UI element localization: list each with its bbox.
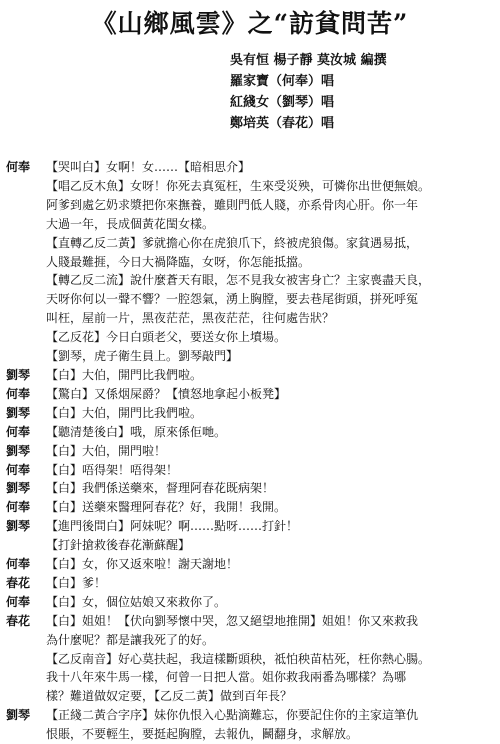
- script-line: [6, 177, 494, 196]
- script-line: [6, 706, 494, 725]
- script-line: [6, 158, 494, 177]
- line-text: 【白】大伯，開門比我們啦。: [46, 367, 203, 382]
- script-line: [6, 253, 494, 272]
- line-text: 【白】爹！: [46, 575, 107, 590]
- speaker-label: [6, 631, 46, 650]
- speaker-label: 何奉: [6, 424, 31, 439]
- script-line: [6, 517, 494, 536]
- script-line: [6, 442, 494, 461]
- line-text: 【正綫二黃合字序】妹你仇恨入心點滴難忘，你要記住你的主家這筆仇: [46, 708, 419, 723]
- speaker-label: [6, 650, 46, 669]
- line-text: 【驚白】又係烟屎爵？【憤怒地拿起小板凳】: [46, 386, 287, 401]
- script-line: [6, 215, 494, 234]
- speaker-label: 春花: [6, 575, 31, 590]
- script-line: [6, 404, 494, 423]
- script-line: [6, 290, 494, 309]
- speaker-label: [6, 347, 46, 366]
- speaker-label: 何奉: [6, 386, 31, 401]
- script-line: [6, 536, 494, 555]
- speaker-label: 何奉: [6, 500, 31, 515]
- script-line: [6, 593, 494, 612]
- speaker-label: [6, 271, 46, 290]
- line-text: 【白】女，你又返來啦！謝天謝地！: [46, 557, 239, 572]
- line-text: 【乙反花】今日白頭老父，要送女你上墳場。: [46, 330, 287, 345]
- line-text: 天呀你何以一聲不響？一腔怨氣，湧上胸膛，要去巷尾街頭，拼死呼冤: [46, 292, 419, 307]
- script-line: [6, 309, 494, 328]
- script-line: [6, 271, 494, 290]
- line-text: 【打針搶救後春花漸蘇醒】: [46, 538, 191, 553]
- line-text: 恨賬，不要輕生，要挺起胸膛，去報仇，鬭翻身，求解放。: [46, 727, 359, 742]
- line-text: 我十八年來牛馬一樣，何曾一日把人當。姐你救我兩番為哪樣？為哪: [46, 670, 407, 685]
- script-line: [6, 555, 494, 574]
- speaker-label: [6, 177, 46, 196]
- script-line: [6, 347, 494, 366]
- line-text: 【白】送藥來醫理阿春花？好，我開！我開。: [46, 500, 287, 515]
- script-line: [6, 461, 494, 480]
- line-text: 【聽清楚後白】哦，原來係佢哋。: [46, 424, 227, 439]
- speaker-label: [6, 309, 46, 328]
- page-title: 《山鄉風雲》之“訪貧問苦”: [91, 9, 409, 38]
- script-line: [6, 385, 494, 404]
- script-line: [6, 328, 494, 347]
- line-text: 人賤最難捱，今日大禍降臨，女呀，你怎能抵擋。: [46, 254, 311, 269]
- speaker-label: [6, 196, 46, 215]
- credits: [230, 50, 490, 134]
- speaker-label: 劉琴: [6, 367, 31, 382]
- line-text: 【哭叫白】女啊！女……【暗相思介】: [46, 160, 251, 174]
- script-line: [6, 366, 494, 385]
- line-text: 【乙反南音】好心莫扶起，我這樣斷頭秧，祗怕秧苗枯死，枉你熱心腸。: [46, 651, 431, 666]
- speaker-label: 何奉: [6, 557, 31, 572]
- script-line: [6, 631, 494, 650]
- line-text: 【白】大伯，開門啦！: [46, 443, 167, 458]
- line-text: 為什麼呢？都是讓我死了的好。: [46, 632, 215, 647]
- speaker-label: [6, 328, 46, 347]
- script-line: [6, 725, 494, 744]
- line-text: 【白】女，個位姑娘又來救你了。: [46, 594, 227, 609]
- line-text: 阿爹到處乞奶求漿把你來撫養，雖則門低人賤，亦系骨肉心肝。你一年: [46, 197, 419, 212]
- script-line: [6, 234, 494, 253]
- line-text: 【轉乙反二流】說什麼蒼天有眼，怎不見我女被害身亡？主家喪盡天良，: [46, 273, 431, 288]
- speaker-label: [6, 536, 46, 555]
- line-text: 【白】大伯，開門比我們啦。: [46, 405, 203, 420]
- speaker-label: [6, 253, 46, 272]
- speaker-label: 劉琴: [6, 481, 31, 496]
- line-text: 【白】姐姐！【伏向劉琴懷中哭，忽又絕望地推開】姐姐！你又來救我: [46, 613, 419, 628]
- speaker-label: 何奉: [6, 594, 31, 609]
- speaker-label: [6, 290, 46, 309]
- credit-singer: 紅綫女（劉琴）唱: [230, 95, 335, 110]
- speaker-label: 何奉: [6, 462, 31, 477]
- script-body: [6, 158, 494, 744]
- line-text: 樣？難道做奴定要，【乙反二黃】做到百年長？: [46, 689, 293, 704]
- speaker-label: [6, 725, 46, 744]
- speaker-label: 何奉: [6, 160, 31, 174]
- script-line: [6, 574, 494, 593]
- credit-singer: 羅家寶（何奉）唱: [230, 74, 335, 89]
- credit-singer: 鄭培英（春花）唱: [230, 116, 335, 131]
- line-text: 叫枉，屋前一片，黑夜茫茫，黑夜茫茫，往何處告狀？: [46, 311, 335, 326]
- script-line: [6, 687, 494, 706]
- script-line: [6, 479, 494, 498]
- line-text: 【劉琴，虎子衛生員上。劉琴敲門】: [46, 349, 239, 364]
- line-text: 【直轉乙反二黃】爹就擔心你在虎狼爪下，終被虎狼傷。家貧遇易抵，: [46, 235, 419, 250]
- speaker-label: 劉琴: [6, 443, 31, 458]
- script-line: [6, 498, 494, 517]
- credit-authors: 吳有恒 楊子靜 莫汝城 編撰: [230, 53, 387, 68]
- script-line: [6, 668, 494, 687]
- speaker-label: 劉琴: [6, 708, 31, 723]
- line-text: 【進門後問白】阿妹呢？啊……點呀……打針！: [46, 519, 299, 534]
- line-text: 大過一年，長成個黃花閨女樣。: [46, 216, 215, 231]
- line-text: 【白】唔得架！唔得架！: [46, 462, 179, 477]
- speaker-label: [6, 668, 46, 687]
- line-text: 【唱乙反木魚】女呀！你死去真冤枉，生來受災殃，可憐你出世便無娘。: [46, 178, 431, 193]
- script-line: [6, 196, 494, 215]
- script-line: [6, 612, 494, 631]
- script-line: [6, 423, 494, 442]
- speaker-label: [6, 234, 46, 253]
- script-line: [6, 650, 494, 669]
- speaker-label: [6, 687, 46, 706]
- speaker-label: 春花: [6, 613, 31, 628]
- speaker-label: 劉琴: [6, 519, 31, 534]
- line-text: 【白】我們係送藥來，督理阿春花既病架！: [46, 481, 275, 496]
- speaker-label: 劉琴: [6, 405, 31, 420]
- speaker-label: [6, 215, 46, 234]
